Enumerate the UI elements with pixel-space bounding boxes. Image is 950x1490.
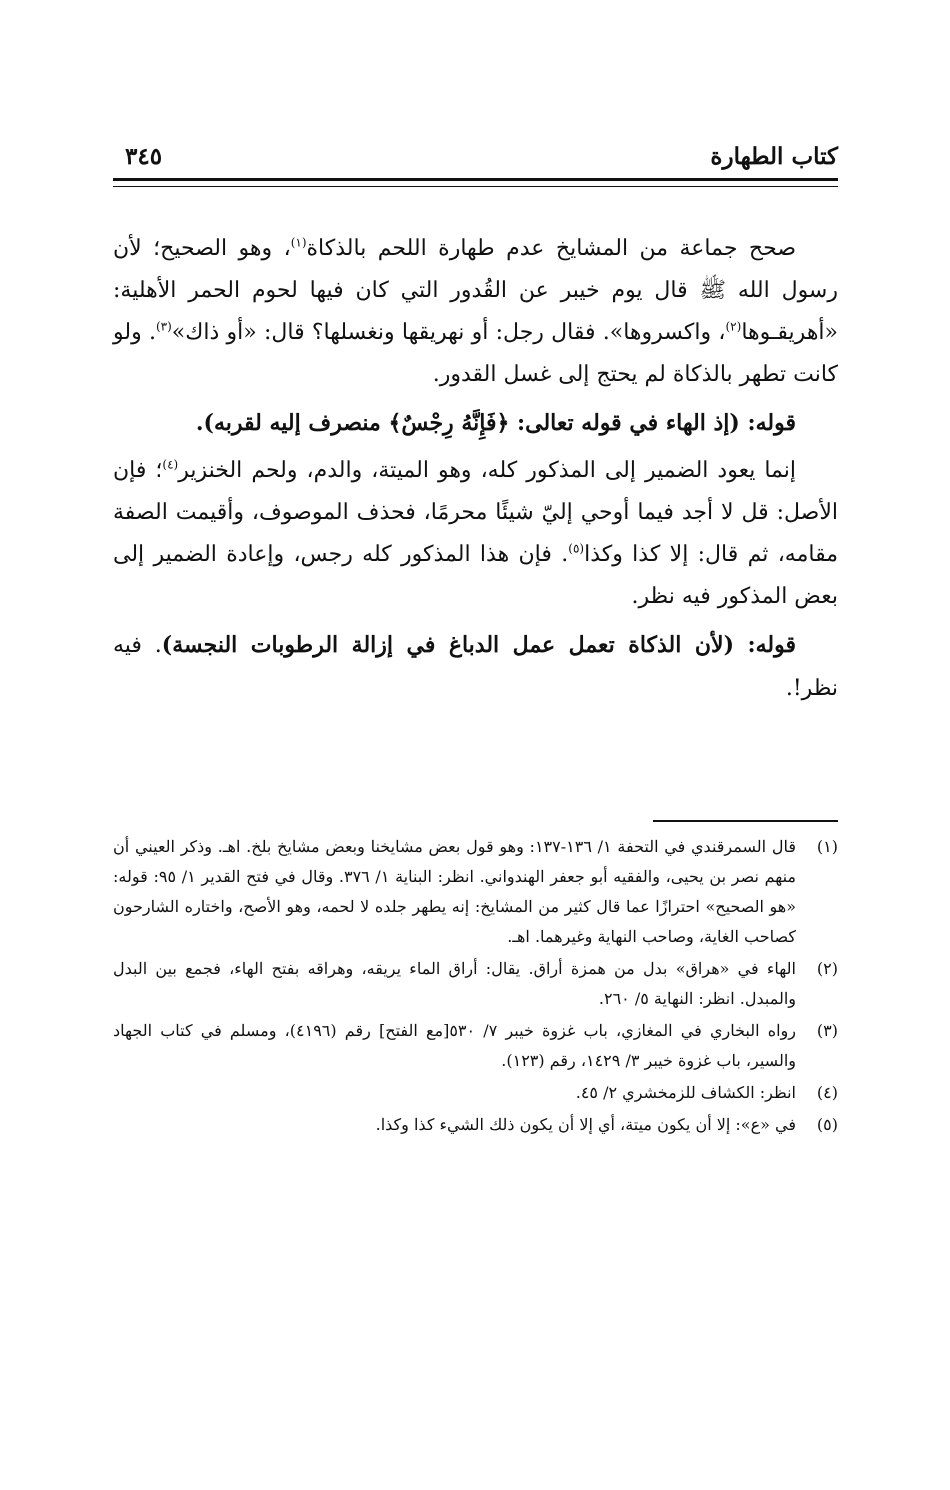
footnote-number: (٤) (816, 1083, 838, 1102)
footnote-ref-3[interactable]: (٣) (155, 319, 172, 334)
footnote-ref-1[interactable]: (١) (290, 235, 307, 250)
quote-heading-1-end: . (195, 410, 204, 436)
paragraph-2 (113, 450, 838, 618)
footnote-text: الهاء في «هراق» بدل من همزة أراق. يقال: أراق الماء يريقه، وهراقه بفتح الهاء، فجمع بين البدل والمبدل. انظر: النهاية ٥/ ٢٦٠. (113, 959, 796, 1008)
paragraph-2-part-c: . فإن هذا المذكور كله رجس، وإعادة الضمير إلى بعض المذكور فيه نظر. (113, 542, 838, 609)
quote-heading-2-end: . فيه نظر!. (113, 633, 838, 701)
footnote-number: (٢) (816, 959, 838, 978)
footnote-separator (653, 820, 838, 822)
paragraph-1-part-b: ، وهو الصحيح؛ لأن رسول الله ﷺ قال يوم خيبر عن القُدور التي كان فيها لحوم الحمر الأهلية: «أهريقـوها (113, 236, 838, 345)
footnote-number: (٣) (816, 1021, 838, 1040)
footnote-number: (٥) (816, 1115, 838, 1134)
main-text (113, 228, 838, 716)
paragraph-1-part-c: ، واكسروها». فقال رجل: أو نهريقها ونغسلها؟ قال: «أو ذاك» (171, 320, 726, 345)
footnote-ref-2[interactable]: (٢) (725, 319, 742, 334)
header-rule-thick (113, 178, 838, 181)
footnotes (113, 832, 838, 1142)
footnote-ref-5[interactable]: (٥) (568, 541, 585, 556)
quote-open-bracket: ( (723, 632, 734, 658)
quote-heading-1-text-2: منصرف إليه لقربه (213, 410, 389, 436)
footnote-1 (113, 832, 838, 952)
footnote-3 (113, 1016, 838, 1076)
footnote-text: رواه البخاري في المغازي، باب غزوة خيبر ٧/ ٥٣٠[مع الفتح] رقم (٤١٩٦)، ومسلم في كتاب الجهاد والسير، باب غزوة خيبر ٣/ ١٤٢٩، رقم (١٢٣). (113, 1021, 797, 1070)
paragraph-2-part-a: إنما يعود الضمير إلى المذكور كله، وهو الميتة، والدم، ولحم الخنزير (178, 458, 796, 483)
quote-heading-2-text: لأن الذكاة تعمل عمل الدباغ في إزالة الرطوبات النجسة (172, 632, 724, 658)
quote-heading-1 (113, 402, 838, 444)
paragraph-2-part-b: ؛ فإن الأصل: قل لا أجد فيما أوحي إليّ شيئًا محرمًا، فحذف الموصوف، وأقيمت الصفة مقامه، ثم قال: إلا كذا وكذا (113, 458, 838, 567)
quote-heading-1-label: قوله: (739, 410, 796, 436)
paragraph-1 (113, 228, 838, 396)
quran-verse: ﴿فَإِنَّهُ رِجْسٌ﴾ (388, 410, 510, 436)
footnote-4 (113, 1078, 838, 1108)
paragraph-1-part-d: . ولو كانت تطهر بالذكاة لم يحتج إلى غسل القدور. (113, 320, 838, 387)
footnote-text: في «ع»: إلا أن يكون ميتة، أي إلا أن يكون ذلك الشيء كذا وكذا. (375, 1115, 796, 1134)
quote-open-bracket: ( (729, 410, 740, 436)
quote-heading-2 (113, 624, 838, 710)
quote-heading-1-text-1: إذ الهاء في قوله تعالى: (509, 410, 730, 436)
page-number: ٣٤٥ (125, 143, 163, 170)
footnote-number: (١) (816, 837, 838, 856)
footnote-2 (113, 954, 838, 1014)
footnote-text: قال السمرقندي في التحفة ١/ ١٣٦-١٣٧: وهو قول بعض مشايخنا وبعض مشايخ بلخ. اهـ. وذكر العيني أن منهم نصر بن يحيى، والفقيه أبو جعفر الهندواني. انظر: البناية ١/ ٣٧٦. وقال في فتح القدير ١/ ٩٥: قوله: «هو الصحيح» احترازًا عما قال كثير من المشايخ: إنه يطهر جلده لا لحمه، وهو الأصح، واختاره الشارحون كصاحب الغاية، وصاحب النهاية وغيرهما. اهـ. (113, 837, 797, 946)
page-header (113, 143, 838, 183)
quote-close-bracket: ) (203, 410, 214, 436)
paragraph-1-part-a: صحح جماعة من المشايخ عدم طهارة اللحم بالذكاة (306, 236, 796, 261)
footnote-ref-4[interactable]: (٤) (162, 457, 179, 472)
footnote-5 (113, 1110, 838, 1140)
quote-close-bracket: ) (161, 632, 173, 658)
header-rule-thin (113, 186, 838, 187)
quote-heading-2-label: قوله: (734, 632, 797, 658)
footnote-text: انظر: الكشاف للزمخشري ٢/ ٤٥. (575, 1083, 796, 1102)
chapter-title: كتاب الطهارة (710, 143, 838, 170)
